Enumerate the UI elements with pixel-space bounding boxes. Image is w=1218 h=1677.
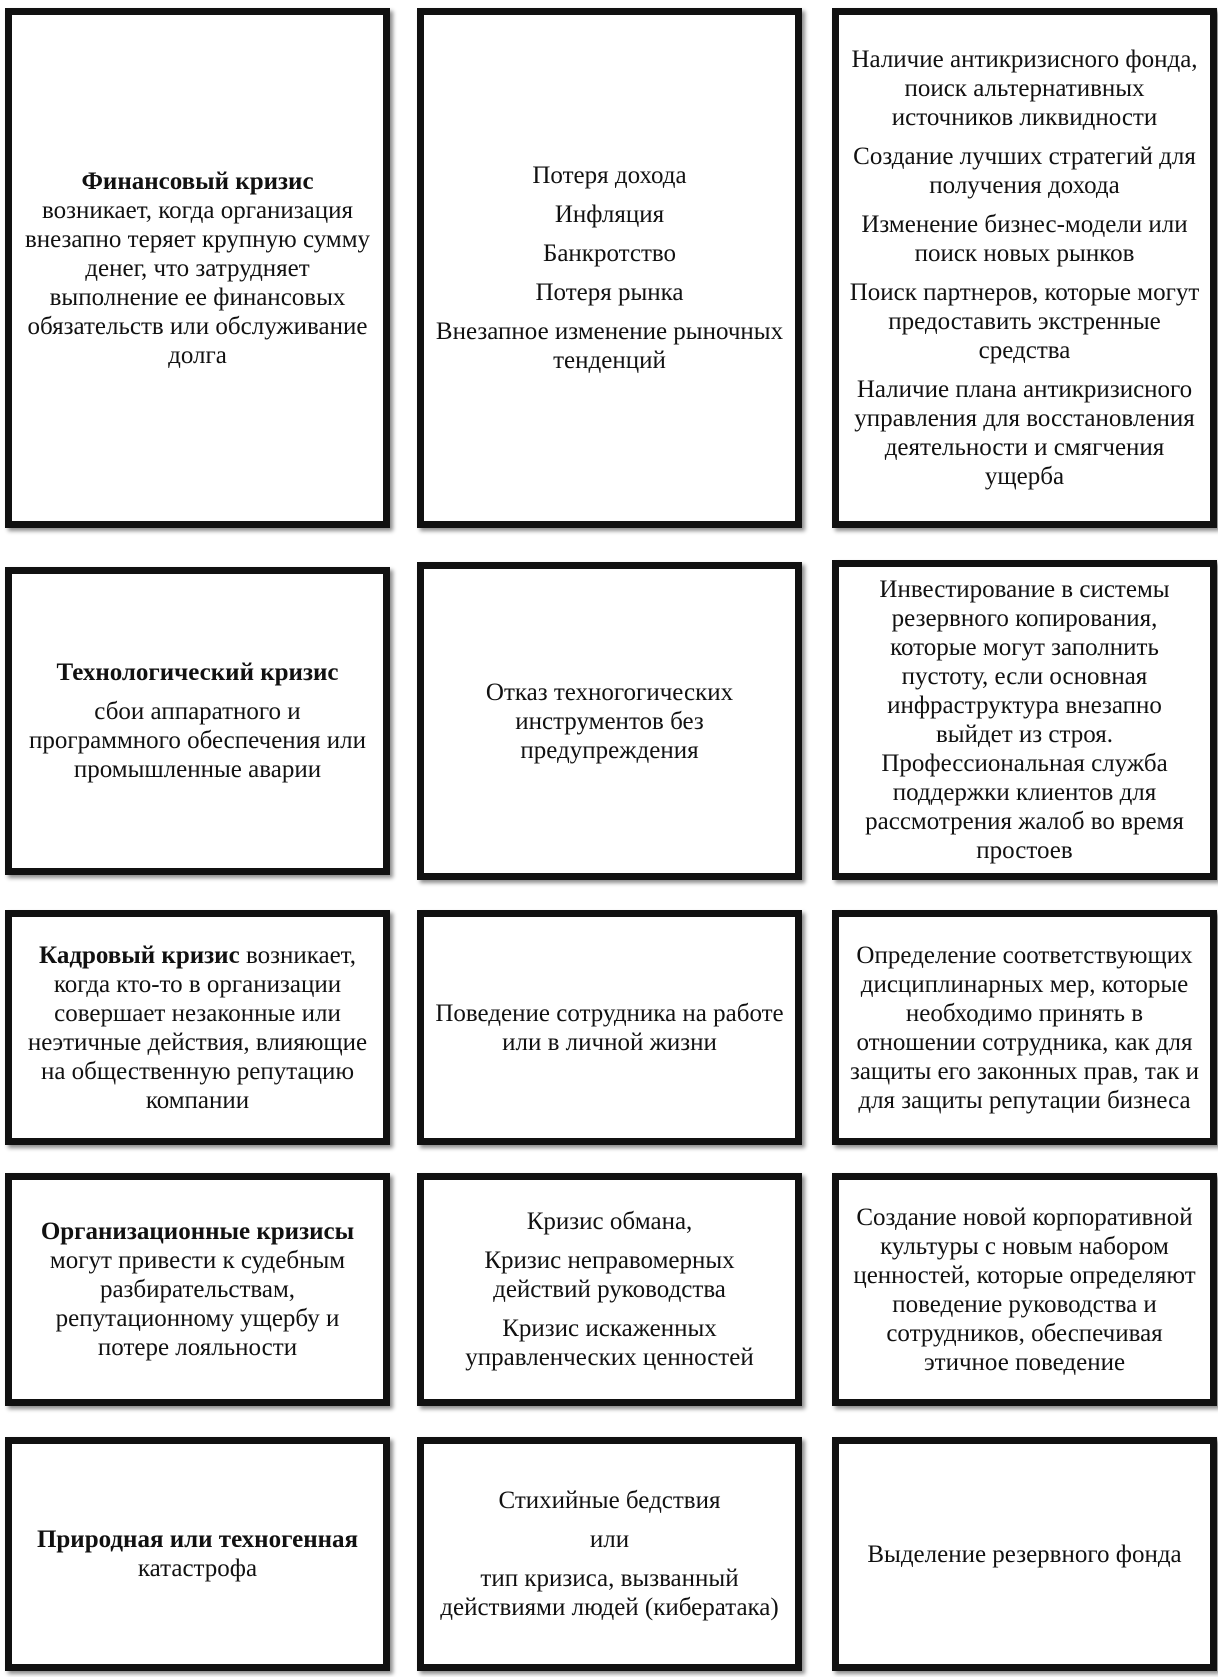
crisis-card-disaster [5, 1437, 390, 1671]
crisis-description: катастрофа [137, 1555, 258, 1582]
cause-item: Банкротство [542, 240, 677, 267]
cause-item: Внезапное изменение рыночных тенденций [435, 318, 784, 374]
crisis-title: Организационные кризисы [40, 1218, 355, 1245]
cause-item: Кризис неправомерных действий руководства [484, 1247, 735, 1303]
crisis-description: могут привести к судебным разбирательствам, репутационному ущербу и потере лояльности [49, 1247, 346, 1361]
measures-card-organizational [832, 1173, 1217, 1406]
cause-item: Стихийные бедствия [498, 1487, 721, 1514]
measure-item: Создание новой корпоративной культуры с новым набором ценностей, которые определяют поведение руководства и сотрудников, обеспечивая этичное поведение [853, 1203, 1196, 1376]
crisis-card-financial [5, 8, 390, 528]
crisis-text [22, 167, 373, 370]
cause-item: Инфляция [554, 201, 665, 228]
measure-item: Инвестирование в системы резервного копирования, которые могут заполнить пустоту, если основная инфраструктура внезапно выйдет из строя. Профессиональная служба поддержки клиентов для рассмотрения жалоб во время простоев [865, 576, 1184, 864]
causes-card-organizational [417, 1173, 802, 1406]
crisis-text [22, 941, 373, 1115]
crisis-title: Финансовый кризис [81, 167, 314, 195]
crisis-title: Технологический кризис [56, 659, 339, 686]
causes-card-personnel [417, 910, 802, 1145]
crisis-description: возникает, когда кто-то в организации совершает незаконные или неэтичные действия, влияющие на общественную репутацию компании [27, 941, 368, 1114]
measure-item: Изменение бизнес-модели или поиск новых рынков [861, 211, 1188, 267]
measure-item: Определение соответствующих дисциплинарных мер, которые необходимо принять в отношении сотрудника, как для защиты его законных прав, так и для защиты репутации бизнеса [849, 941, 1200, 1114]
crisis-text [22, 1217, 373, 1362]
measures-card-personnel [832, 910, 1217, 1145]
causes-card-disaster [417, 1437, 802, 1671]
measures-card-financial [832, 8, 1217, 528]
crisis-description: возникает, когда организация внезапно теряет крупную сумму денег, что затрудняет выполнение ее финансовых обязательств или обслуживание долга [24, 196, 371, 369]
causes-card-financial [417, 8, 802, 528]
cause-item: Отказ техногогических инструментов без предупреждения [485, 678, 734, 764]
crisis-card-organizational [5, 1173, 390, 1406]
measure-item: Поиск партнеров, которые могут предоставить экстренные средства [849, 279, 1200, 364]
measure-item: Создание лучших стратегий для получения дохода [853, 143, 1196, 199]
crisis-text [37, 1525, 358, 1583]
cause-item: Кризис обмана, [526, 1208, 693, 1235]
cause-item: Поведение сотрудника на работе или в личной жизни [435, 999, 784, 1056]
crisis-description: сбои аппаратного и программного обеспечения или промышленные аварии [28, 698, 367, 783]
cause-item: Потеря рынка [535, 279, 684, 306]
cause-item: или [589, 1526, 630, 1553]
cause-item: Кризис искаженных управленческих ценностей [465, 1315, 754, 1371]
crisis-title: Кадровый кризис [39, 941, 240, 969]
measure-item: Наличие плана антикризисного управления для восстановления деятельности и смягчения ущерба [854, 376, 1195, 490]
crisis-card-personnel [5, 910, 390, 1145]
crisis-title: Природная или техногенная [36, 1526, 359, 1553]
causes-card-technological [417, 562, 802, 880]
crisis-card-technological [5, 567, 390, 875]
cause-item: Потеря дохода [532, 162, 687, 189]
measure-item: Выделение резервного фонда [867, 1540, 1182, 1568]
measures-card-disaster [832, 1437, 1217, 1671]
cause-item: тип кризиса, вызванный действиями людей (кибератака) [440, 1565, 779, 1621]
measures-card-technological [832, 560, 1217, 880]
measure-item: Наличие антикризисного фонда, поиск альтернативных источников ликвидности [851, 46, 1198, 131]
